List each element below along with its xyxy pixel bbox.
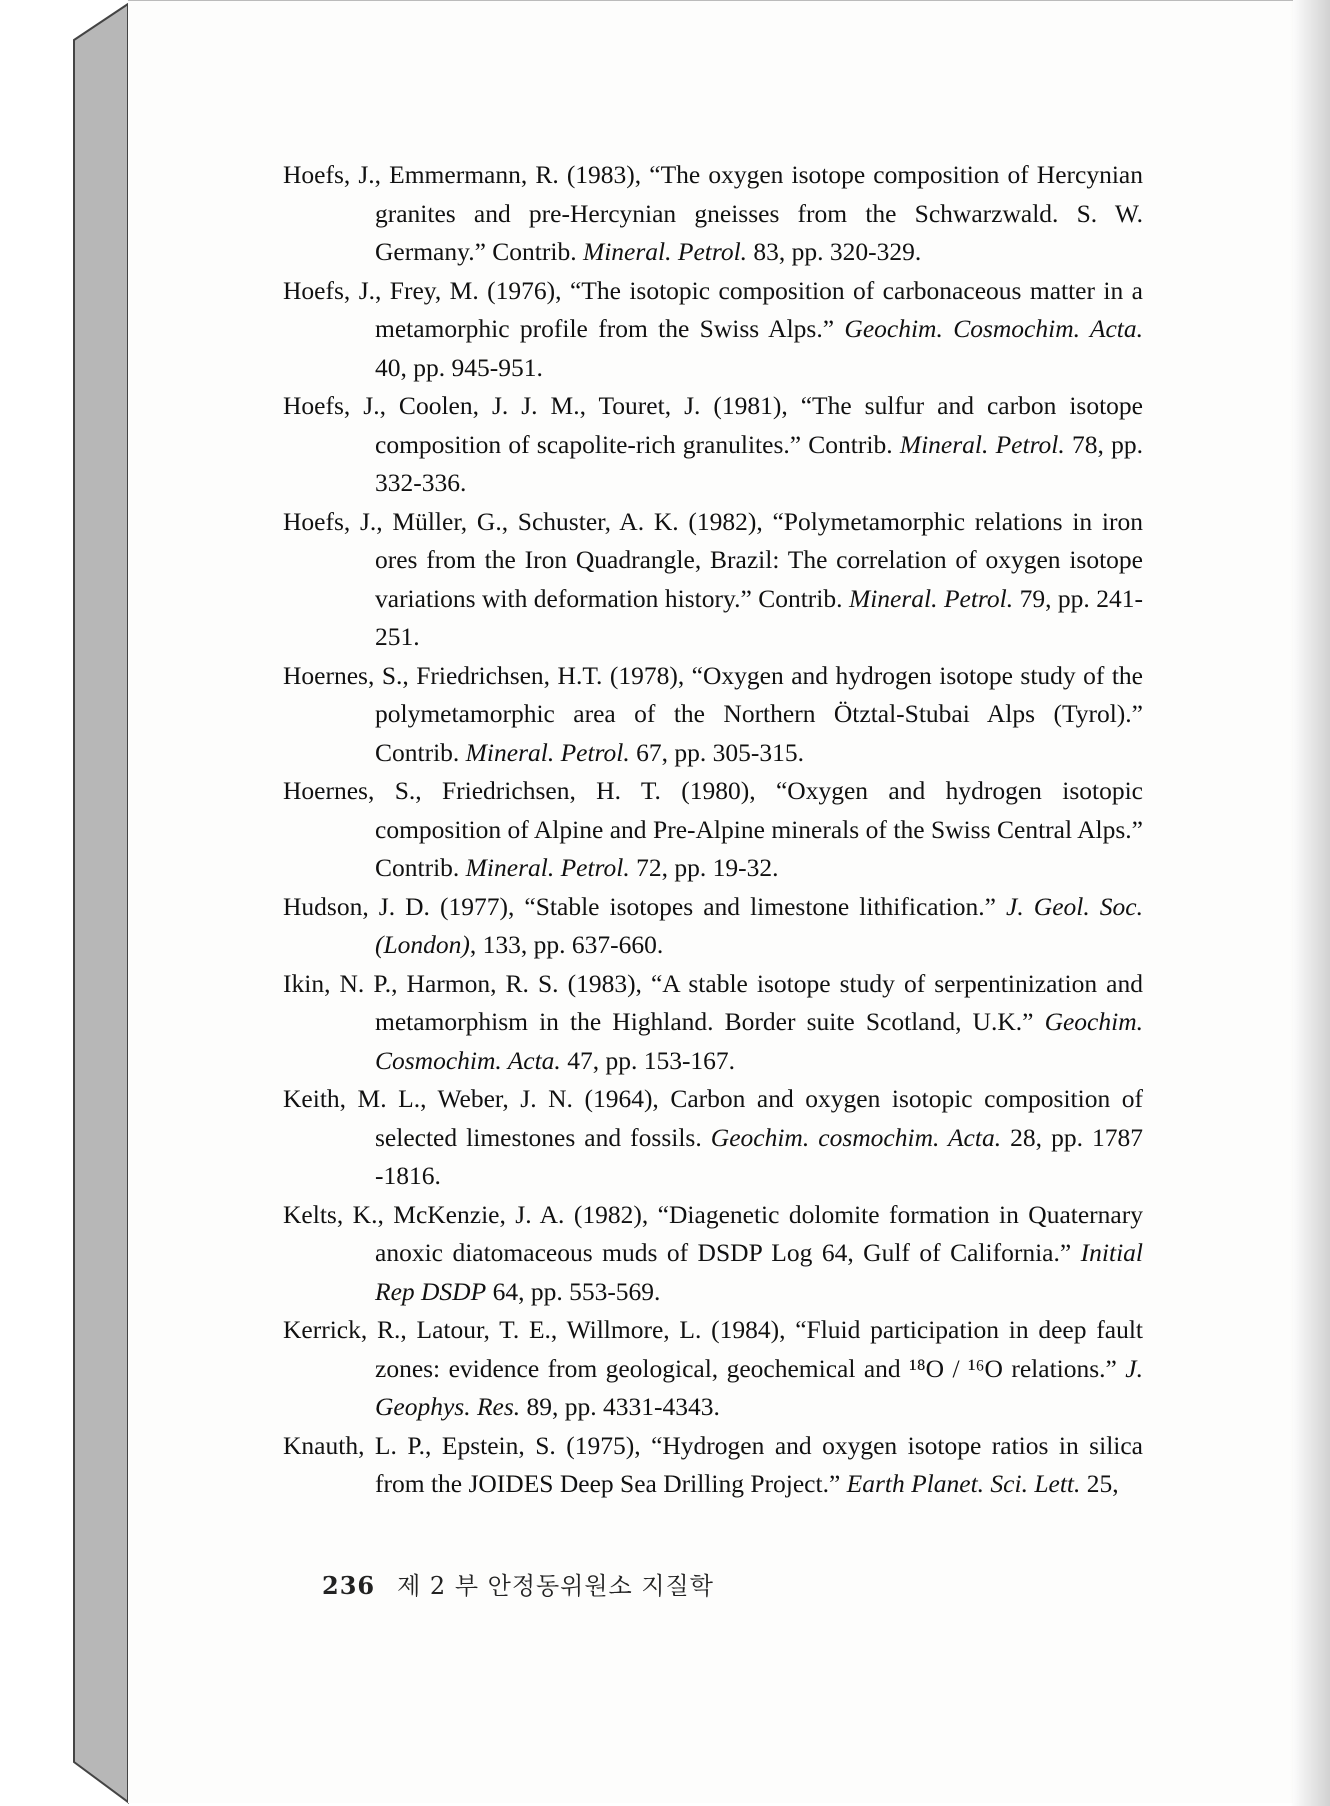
reference-volume-pages: 40, pp. 945-951. [375, 352, 543, 382]
reference-volume-pages: 89, pp. 4331-4343. [520, 1392, 720, 1421]
reference-text: Hoefs, J., Coolen, J. J. M., Touret, J. (1981), “The sulfur and carbon isotope composition of scapolite-rich granulites.” Contrib. [283, 391, 1143, 459]
reference-volume-pages: 83, pp. 320-329. [747, 237, 922, 266]
reference-text: Keith, M. L., Weber, J. N. (1964), Carbon and oxygen isotopic composition of selected limestones and fossils. [283, 1084, 1143, 1152]
page-number: 236 [322, 1571, 376, 1600]
reference-entry [283, 1196, 1143, 1312]
reference-journal: Mineral. Petrol. [848, 583, 1014, 613]
reference-text: Hoernes, S., Friedrichsen, H. T. (1980), “Oxygen and hydrogen isotopic composition of Alpine and Pre-Alpine minerals of the Swiss Central Alps.” Contrib. [283, 776, 1143, 882]
reference-journal: Mineral. Petrol. [465, 737, 630, 767]
running-head: 제 2 부 안정동위원소 지질학 [397, 1572, 714, 1600]
reference-volume-pages: 25, [1080, 1469, 1119, 1498]
reference-text: Hoefs, J., Frey, M. (1976), “The isotopic composition of carbonaceous matter in a metamorphic profile from the Swiss Alps.” [283, 275, 1143, 343]
reference-entry [283, 1427, 1143, 1504]
reference-entry [283, 772, 1143, 888]
reference-volume-pages: 47, pp. 153-167. [560, 1045, 736, 1075]
reference-entry [283, 888, 1143, 965]
reference-text: Hudson, J. D. (1977), “Stable isotopes and limestone lithification.” [283, 891, 1007, 921]
reference-volume-pages: 79, pp. 241-251. [375, 583, 1143, 651]
page-footer [322, 1566, 714, 1601]
reference-volume-pages: , 133, pp. 637-660. [469, 930, 664, 959]
reference-text: Kelts, K., McKenzie, J. A. (1982), “Diagenetic dolomite formation in Quaternary anoxic diatomaceous muds of DSDP Log 64, Gulf of California.” [283, 1199, 1143, 1267]
reference-journal: Mineral. Petrol. [582, 237, 748, 266]
reference-journal: Earth Planet. Sci. Lett. [846, 1469, 1081, 1498]
reference-volume-pages: 78, pp. 332-336. [375, 429, 1143, 497]
reference-entry [283, 1311, 1143, 1427]
reference-entry [283, 503, 1143, 657]
reference-journal: J. Geol. Soc. (London) [375, 891, 1143, 959]
page-edge-shadow [1290, 0, 1330, 1806]
reference-text: Hoefs, J., Emmermann, R. (1983), “The oxygen isotope composition of Hercynian granites and pre-Hercynian gneisses from the Schwarzwald. S. W. Germany.” Contrib. [283, 160, 1143, 266]
reference-journal: Geochim. Cosmochim. Acta. [375, 1007, 1143, 1075]
reference-text: Knauth, L. P., Epstein, S. (1975), “Hydrogen and oxygen isotope ratios in silica from the JOIDES Deep Sea Drilling Project.” [283, 1430, 1143, 1498]
reference-text: Hoefs, J., Müller, G., Schuster, A. K. (1982), “Polymetamorphic relations in iron ores from the Iron Quadrangle, Brazil: The correlation of oxygen isotope variations with deformation history.” Contrib. [283, 506, 1143, 613]
reference-text: Ikin, N. P., Harmon, R. S. (1983), “A stable isotope study of serpentinization and metamorphism in the Highland. Border suite Scotland, U.K.” [283, 968, 1143, 1036]
reference-entry [283, 387, 1143, 503]
reference-entry [283, 1080, 1143, 1196]
reference-entry [283, 272, 1143, 388]
reference-journal: Initial Rep DSDP [375, 1238, 1143, 1306]
reference-journal: Geochim. cosmochim. Acta. [710, 1122, 1002, 1152]
reference-journal: Geochim. Cosmochim. Acta. [844, 314, 1143, 343]
spine-face [74, 4, 128, 1802]
reference-volume-pages: 67, pp. 305-315. [629, 737, 804, 767]
reference-entry [283, 965, 1143, 1081]
reference-entry [283, 657, 1143, 773]
reference-journal: Mineral. Petrol. [465, 853, 630, 882]
reference-volume-pages: 72, pp. 19-32. [629, 853, 779, 882]
reference-journal: J. Geophys. Res. [375, 1353, 1143, 1421]
reference-text: Hoernes, S., Friedrichsen, H.T. (1978), “Oxygen and hydrogen isotope study of the polymetamorphic area of the Northern Ötztal-Stubai Alps (Tyrol).” Contrib. [283, 660, 1143, 767]
book-spine [0, 0, 140, 1806]
reference-text: Kerrick, R., Latour, T. E., Willmore, L. (1984), “Fluid participation in deep fault zones: evidence from geological, geochemical and ¹⁸O / ¹⁶O relations.” [283, 1315, 1143, 1383]
reference-volume-pages: 28, pp. 1787 -1816. [375, 1122, 1143, 1190]
reference-entry [283, 156, 1143, 272]
reference-volume-pages: 64, pp. 553-569. [486, 1276, 661, 1306]
reference-journal: Mineral. Petrol. [899, 429, 1065, 459]
reference-list [283, 156, 1143, 1504]
